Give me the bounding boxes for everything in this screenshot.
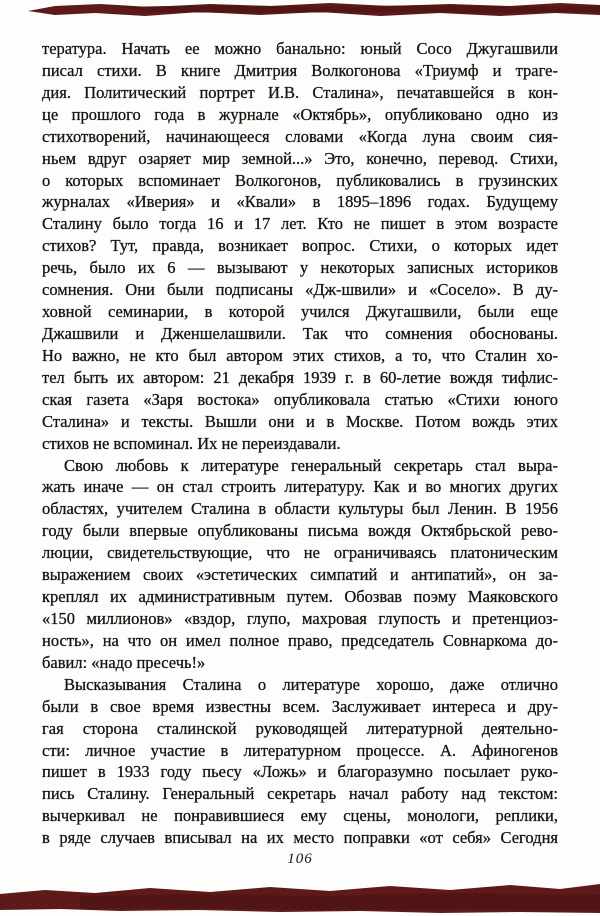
text-line: о которых вспоминает Волкогонов, публиковались в грузинских — [42, 170, 558, 190]
text-line: тература. Начать ее можно банально: юный Сосо Джугашвили — [42, 39, 558, 58]
text-line: це прошлого года в журнале «Октябрь», опубликовано одно из — [42, 104, 558, 124]
text-line: писал стихи. В книге Дмитрия Волкогонова «Триумф и траге- — [42, 60, 558, 80]
text-line: бавил: «надо пресечь!» — [42, 652, 206, 672]
text-line: в ряде случаев вписывал на их место поправки «от себя» Сегодня — [42, 828, 558, 848]
page-body — [42, 38, 558, 849]
text-line: пись Сталину. Генеральный секретарь начал работу над текстом: — [42, 784, 558, 804]
text-line: пишет в 1933 году пьесу «Ложь» и благоразумно посылает руко- — [42, 762, 558, 782]
text-line: ская газета «Заря востока» опубликовала статью «Стихи юного — [42, 389, 558, 409]
text-line: гая сторона сталинской руководящей литературной деятельно- — [42, 718, 558, 738]
text-line: жать иначе — он стал строить литературу. Как и во многих других — [42, 477, 558, 497]
text-line: ность», на что он имел полное право, председатель Совнаркома до- — [42, 630, 558, 650]
text-line: журналах «Иверия» и «Квали» в 1895–1896 годах. Будущему — [42, 192, 558, 212]
text-line: люции, свидетельствующие, что не ограничиваясь платоническим — [42, 543, 558, 563]
text-line: выражением своих «эстетических симпатий и антипатий», он за- — [42, 565, 558, 585]
text-line: году были впервые опубликованы письма вождя Октябрьской рево- — [42, 521, 558, 541]
text-line: «150 миллионов» «вздор, глупо, махровая глупость и претенциоз- — [42, 608, 558, 628]
text-line: Сталину было тогда 16 и 17 лет. Кто не пишет в этом возрасте — [42, 214, 558, 234]
text-line: ховной семинарии, в которой учился Джугашвили, были еще — [42, 302, 558, 322]
text-line: Высказывания Сталина о литературе хорошо, даже отлично — [64, 674, 558, 694]
text-line: речь, было их 6 — вызывают у некоторых записных историков — [42, 258, 558, 278]
text-line: Но важно, не кто был автором этих стихов, а то, что Сталин хо- — [42, 345, 558, 365]
text-line: тел быть их автором: 21 декабря 1939 г. в 60-летие вождя тифлис- — [42, 367, 558, 387]
text-line: сомнения. Они были подписаны «Дж-швили» и «Сосело». В ду- — [42, 280, 558, 300]
text-line: Сталина» и тексты. Вышли они и в Москве. Потом вождь этих — [42, 411, 558, 431]
text-line: ньем вдруг озаряет мир земной...» Это, конечно, перевод. Стихи, — [42, 148, 558, 168]
scan-edge-top — [0, 0, 600, 22]
text-line: Свою любовь к литературе генеральный секретарь стал выра- — [64, 455, 558, 475]
text-line: вычеркивал не понравившиеся ему сцены, монологи, реплики, — [42, 806, 558, 826]
page-number: 106 — [287, 851, 313, 867]
text-line: креплял их административным путем. Обозвав поэму Маяковского — [42, 587, 558, 607]
text-line: стихотворений, начинающееся словами «Когда луна своим сия- — [42, 126, 558, 146]
text-line: были в свое время известны всем. Заслуживает интереса и дру- — [42, 696, 558, 716]
text-line: стихов не вспоминал. Их не переиздавали. — [42, 433, 341, 453]
text-line: Джашвили и Дженшелашвили. Так что сомнения обоснованы. — [42, 323, 558, 343]
text-line: стихов? Тут, правда, возникает вопрос. Стихи, о которых идет — [42, 236, 558, 256]
scan-edge-bottom — [0, 884, 600, 916]
text-line: дия. Политический портрет И.В. Сталина», печатавшейся в кон- — [42, 82, 558, 102]
text-line: сти: личное участие в литературном процессе. А. Афиногенов — [42, 740, 558, 760]
text-line: областях, учителем Сталина в области культуры был Ленин. В 1956 — [42, 499, 558, 519]
